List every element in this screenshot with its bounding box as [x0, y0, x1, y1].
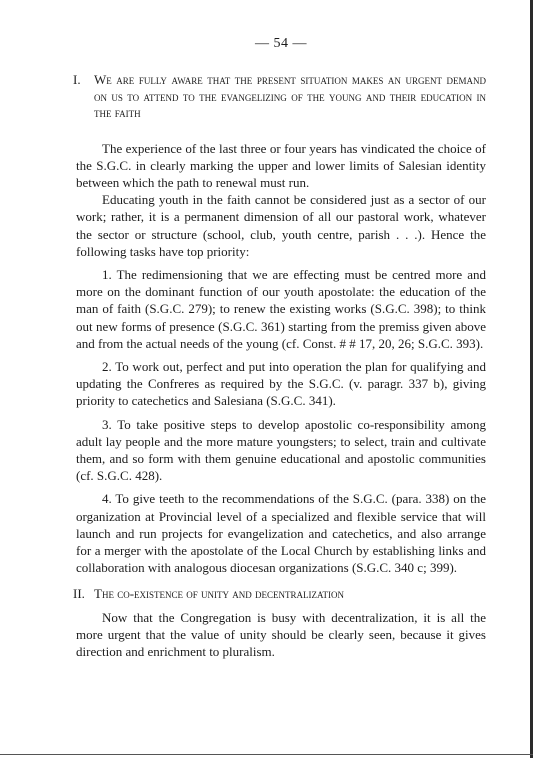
page-bottom-edge [0, 754, 533, 755]
paragraph-intro: The experience of the last three or four years has vindicated the choice of the S.G.C. in clearly marking the upper and lower limits of Salesian identity between which the path to renewal must run. [76, 140, 486, 190]
section-title-1: We are fully aware that the present situation makes an urgent demand on us to attend to the evangelizing of the young and their education in the faith [94, 72, 486, 120]
paragraph-task-4: 4. To give teeth to the recommendations of the S.G.C. (para. 338) on the organization at Provincial level of a specialized and flexible service that will launch and run projects for evangelization and catechetics, and also arrange for a merger with the apostolate of the Local Church by establishing links and collaboration with analogous diocesan organizations (S.G.C. 340 c; 399). [76, 491, 486, 576]
section-heading-2 [73, 586, 486, 603]
section-title-2: The co-existence of unity and decentralization [94, 586, 344, 602]
paragraph-task-3: 3. To take positive steps to develop apostolic co-responsibility among adult lay people and the more mature youngsters; to select, train and cultivate them, and so form with them genuine educational and apostolic communities (cf. S.G.C. 428). [76, 416, 486, 484]
paragraph-unity: Now that the Congregation is busy with decentralization, it is all the more urgent that the value of unity should be clearly seen, because it gives direction and enrichment to pluralism. [76, 609, 486, 660]
paragraph-educating: Educating youth in the faith cannot be considered just as a sector of our work; rather, it is a permanent dimension of all our pastoral work, whatever the sector or structure (school, club, youth centre, parish . . .). Hence the following tasks have top priority: [76, 192, 486, 259]
page-number: — 54 — [255, 36, 307, 51]
section-heading-1 [73, 72, 486, 122]
document-page [73, 36, 486, 660]
paragraph-task-2: 2. To work out, perfect and put into operation the plan for qualifying and updating the Confreres as required by the S.G.C. (v. paragr. 337 b), giving priority to catechetics and Salesiana (S.G.C. 341). [76, 358, 486, 409]
section-number-2: II. [73, 586, 85, 602]
section-number-1: I. [73, 72, 81, 87]
paragraph-task-1: 1. The redimensioning that we are effecting must be centred more and more on the dominant function of our youth apostolate: the education of the man of faith (S.G.C. 279); to renew the existing works (S.G.C. 398); to think out new forms of presence (S.G.C. 361) starting from the premiss given above and from the actual needs of the young (cf. Const. # # 17, 20, 26; S.G.C. 393). [76, 266, 486, 351]
